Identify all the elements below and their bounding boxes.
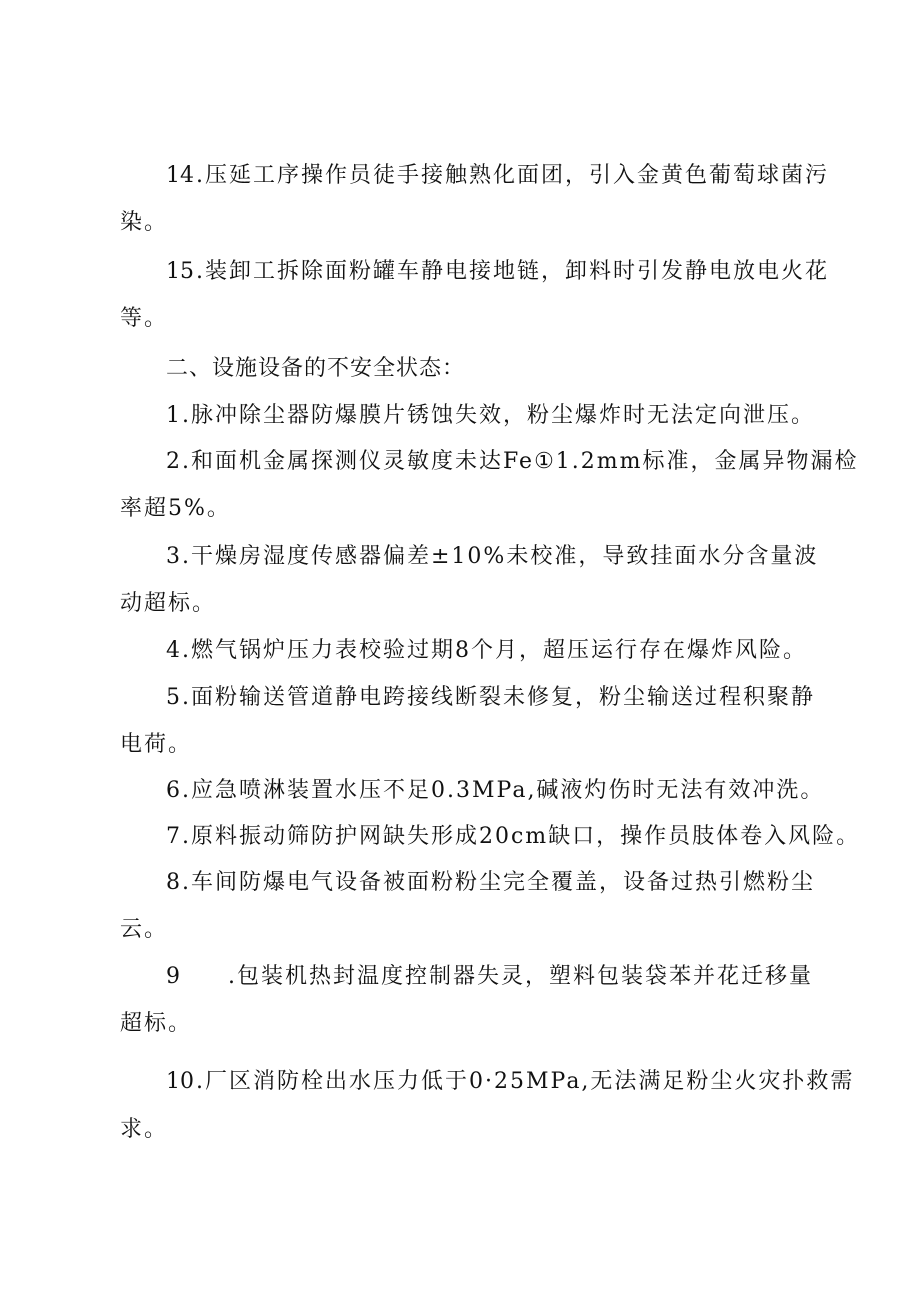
section-heading: 二、设施设备的不安全状态： bbox=[166, 356, 466, 381]
item-number: 1 bbox=[166, 403, 180, 428]
facility-2-line-2: 率超5%。 bbox=[120, 496, 231, 521]
facility-10-line-1 bbox=[166, 1067, 854, 1097]
facility-5-line-2: 电荷。 bbox=[120, 732, 193, 757]
facility-4-line-1 bbox=[166, 636, 807, 666]
facility-8-line-2: 云。 bbox=[120, 917, 169, 942]
item-number: 3 bbox=[166, 544, 180, 569]
item-number: 14 bbox=[166, 163, 194, 188]
item-text: .面粉输送管道静电跨接线断裂未修复，粉尘输送过程积聚静 bbox=[182, 685, 815, 710]
item-14-line-2: 染。 bbox=[120, 210, 169, 235]
item-text: .脉冲除尘器防爆膜片锈蚀失效，粉尘爆炸时无法定向泄压。 bbox=[182, 403, 815, 428]
item-number: 2 bbox=[166, 449, 180, 474]
facility-8-line-1 bbox=[166, 868, 815, 898]
facility-5-line-1 bbox=[166, 683, 815, 713]
facility-1-line-1 bbox=[166, 401, 815, 431]
item-number: 9 bbox=[166, 964, 180, 989]
item-text: .车间防爆电气设备被面粉粉尘完全覆盖，设备过热引燃粉尘 bbox=[182, 870, 815, 895]
facility-10-line-2: 求。 bbox=[120, 1117, 169, 1142]
facility-6-line-1 bbox=[166, 776, 824, 806]
item-text: .干燥房湿度传感器偏差±10%未校准，导致挂面水分含量波 bbox=[182, 544, 819, 569]
item-15-line-2: 等。 bbox=[120, 306, 169, 331]
item-number: 7 bbox=[166, 824, 180, 849]
item-text: .装卸工拆除面粉罐车静电接地链，卸料时引发静电放电火花 bbox=[196, 259, 829, 284]
item-text: .和面机金属探测仪灵敏度未达Fe①1.2mm标准，金属异物漏检 bbox=[182, 449, 859, 474]
facility-7-line-1 bbox=[166, 822, 860, 852]
item-number: 8 bbox=[166, 870, 180, 895]
item-number: 10 bbox=[166, 1069, 194, 1094]
facility-9-line-2: 超标。 bbox=[120, 1011, 193, 1036]
item-14-line-1 bbox=[166, 161, 829, 191]
item-number: 5 bbox=[166, 685, 180, 710]
item-text: .燃气锅炉压力表校验过期8个月，超压运行存在爆炸风险。 bbox=[182, 638, 807, 663]
item-number: 4 bbox=[166, 638, 180, 663]
item-text: .包装机热封温度控制器失灵，塑料包装袋苯并花迁移量 bbox=[228, 964, 813, 989]
item-number: 6 bbox=[166, 778, 180, 803]
item-15-line-1 bbox=[166, 257, 829, 287]
facility-3-line-2: 动超标。 bbox=[120, 591, 217, 616]
facility-3-line-1 bbox=[166, 542, 818, 572]
item-number: 15 bbox=[166, 259, 194, 284]
facility-2-line-1 bbox=[166, 447, 859, 477]
item-text: .厂区消防栓出水压力低于0·25MPa,无法满足粉尘火灾扑救需 bbox=[196, 1069, 855, 1094]
item-text: .应急喷淋装置水压不足0.3MPa,碱液灼伤时无法有效冲洗。 bbox=[182, 778, 825, 803]
facility-9-line-1 bbox=[166, 962, 813, 992]
item-text: .原料振动筛防护网缺失形成20cm缺口，操作员肢体卷入风险。 bbox=[182, 824, 861, 849]
item-text: .压延工序操作员徒手接触熟化面团，引入金黄色葡萄球菌污 bbox=[196, 163, 829, 188]
